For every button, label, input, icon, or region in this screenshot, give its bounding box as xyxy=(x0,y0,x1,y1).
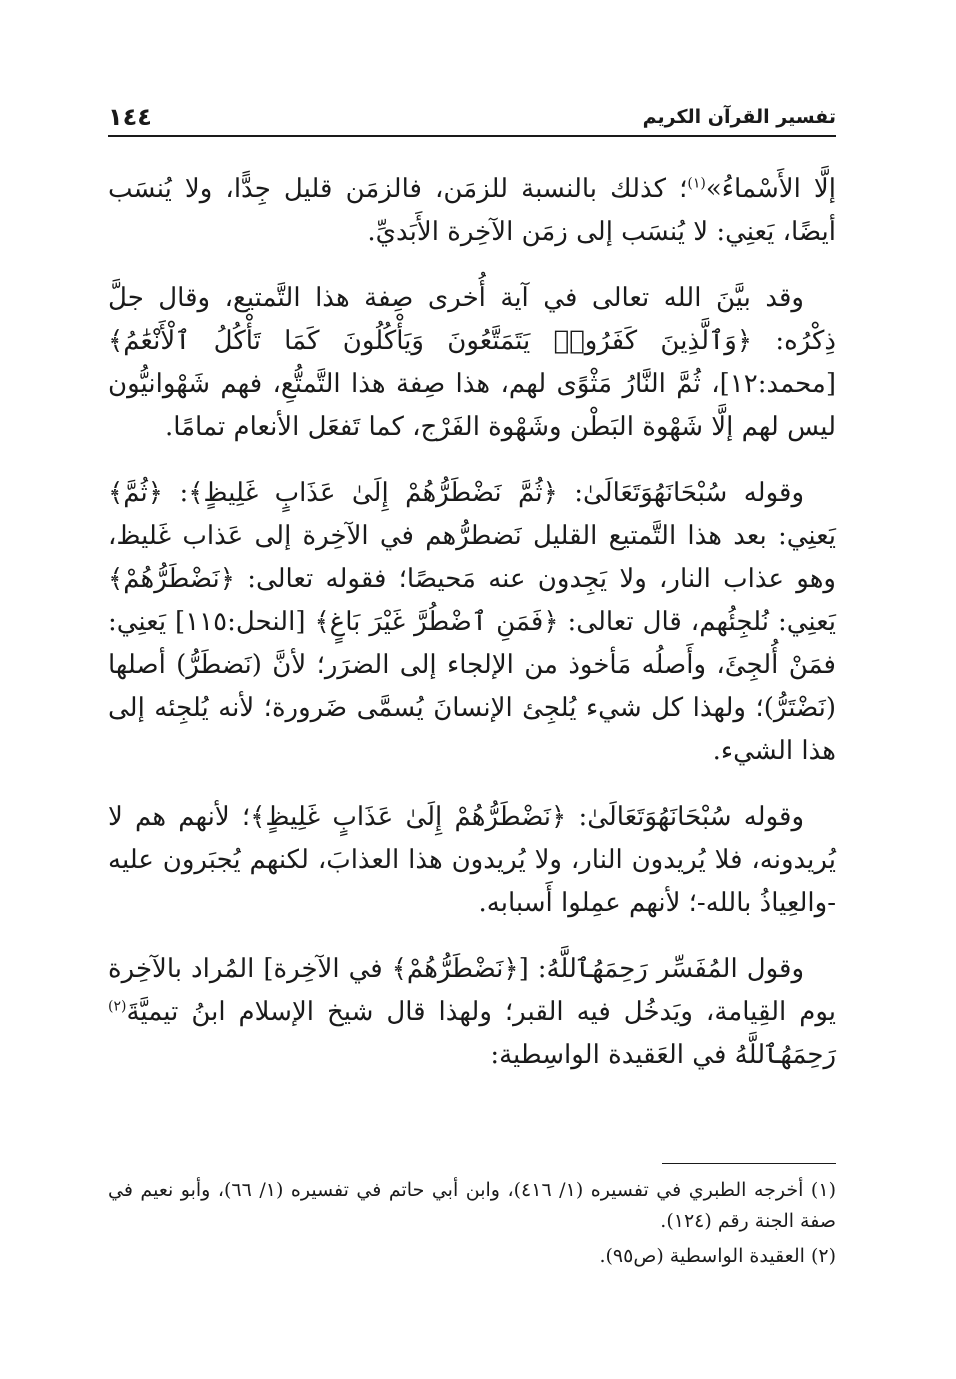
paragraph-text: إلَّا الأَسْماءُ» xyxy=(705,174,836,204)
page-number: ١٤٤ xyxy=(108,103,152,131)
footnote-divider xyxy=(662,1163,836,1164)
book-title: تفسير القرآن الكريم xyxy=(642,106,836,128)
footnote-marker-2: (٢) xyxy=(108,998,127,1015)
footnote-marker-1: (١) xyxy=(687,175,706,192)
footnotes xyxy=(108,1175,836,1276)
paragraph-4 xyxy=(108,796,836,925)
paragraph-text: ؛ كذلك بالنسبة للزمَن، فالزمَن قليل جِدًّا، ولا يُنسَب أيضًا، يَعنِي: لا يُنسَب إلى زمَن الآخِرة الأَبَديِّ. xyxy=(108,174,836,247)
footnote-1: (١) أخرجه الطبري في تفسيره (١/ ٤١٦)، وابن أبي حاتم في تفسيره (١/ ٦٦)، وأبو نعيم في صفة الجنة رقم (١٢٤). xyxy=(108,1179,836,1232)
footnote-2: (٢) العقيدة الواسطية (ص٩٥). xyxy=(599,1245,836,1267)
paragraph-2 xyxy=(108,277,836,449)
main-text xyxy=(108,168,836,1100)
paragraph-text: وقد بيَّنَ الله تعالى في آية أُخرى صِفة هذا التَّمتيع، وقال جلَّ ذِكْرُه: ﴿وَٱلَّذِينَ كَفَرُوا۟ يَتَمَتَّعُونَ وَيَأْكُلُونَ كَمَا تَأْكُلُ ٱلْأَنْعَٰمُ﴾ [محمد:١٢]، ثُمَّ النَّارُ مَثْوًى لهم، هذا صِفة هذا التَّمتُّعِ، فهم شَهْوانيُّون ليس لهم إلَّا شَهْوة البَطْن وشَهْوة الفَرْج، كما تَفعَل الأنعام تمامًا. xyxy=(108,283,836,442)
paragraph-1 xyxy=(108,168,836,254)
paragraph-5 xyxy=(108,948,836,1077)
page-header xyxy=(108,96,836,132)
paragraph-text: وقوله سُبْحَانَهُوَتَعَالَىٰ: ﴿ثُمَّ نَضْطَرُّهُمْ إِلَىٰ عَذَابٍ غَلِيظٍ﴾: ﴿ثُمَّ﴾ يَعنِي: بعد هذا التَّمتيع القليل نَضطرُّهم في الآخِرة إلى عَذاب غَليظ، وهو عذاب النار، ولا يَجِدون عنه مَحيصًا؛ فقوله تعالى: ﴿نَضْطَرُّهُمْ﴾ يَعنِي: نُلجِئُهم، قال تعالى: ﴿فَمَنِ ٱضْطُرَّ غَيْرَ بَاغٍ﴾ [النحل:١١٥] يَعنِي: فمَنْ أُلجِئَ، وأَصلُه مَأخوذ من الإلجاء إلى الضرَر؛ لأنَّ (نَضطَرُّ) أصلها (نَضْتَرُّ)؛ ولهذا كل شيء يُلجِئ الإنسانَ يُسمَّى ضَرورة؛ لأنه يُلجِئه إلى هذا الشيء. xyxy=(108,478,836,766)
paragraph-text: وقوله سُبْحَانَهُوَتَعَالَىٰ: ﴿نَضْطَرُّهُمْ إِلَىٰ عَذَابٍ غَلِيظٍ﴾؛ لأنهم هم لا يُريدونه، فلا يُريدون النار، ولا يُريدون هذا العذابَ، لكنهم يُجبَرون عليه -والعِياذُ بالله-؛ لأنهم عمِلوا أَسبابه. xyxy=(108,802,836,918)
paragraph-text: وقول المُفَسِّر رَحِمَهُٱللَّهُ: [﴿نَضْطَرُّهُمْ﴾ في الآخِرة] المُراد بالآخِرة يوم القِيامة، ويَدخُل فيه القبر؛ ولهذا قال شيخ الإسلام ابنُ تيميَّةَ xyxy=(108,954,836,1027)
header-divider xyxy=(108,135,836,137)
paragraph-text: رَحِمَهُٱللَّهُ في العَقيدة الواسِطية: xyxy=(490,1040,836,1070)
paragraph-3 xyxy=(108,472,836,773)
